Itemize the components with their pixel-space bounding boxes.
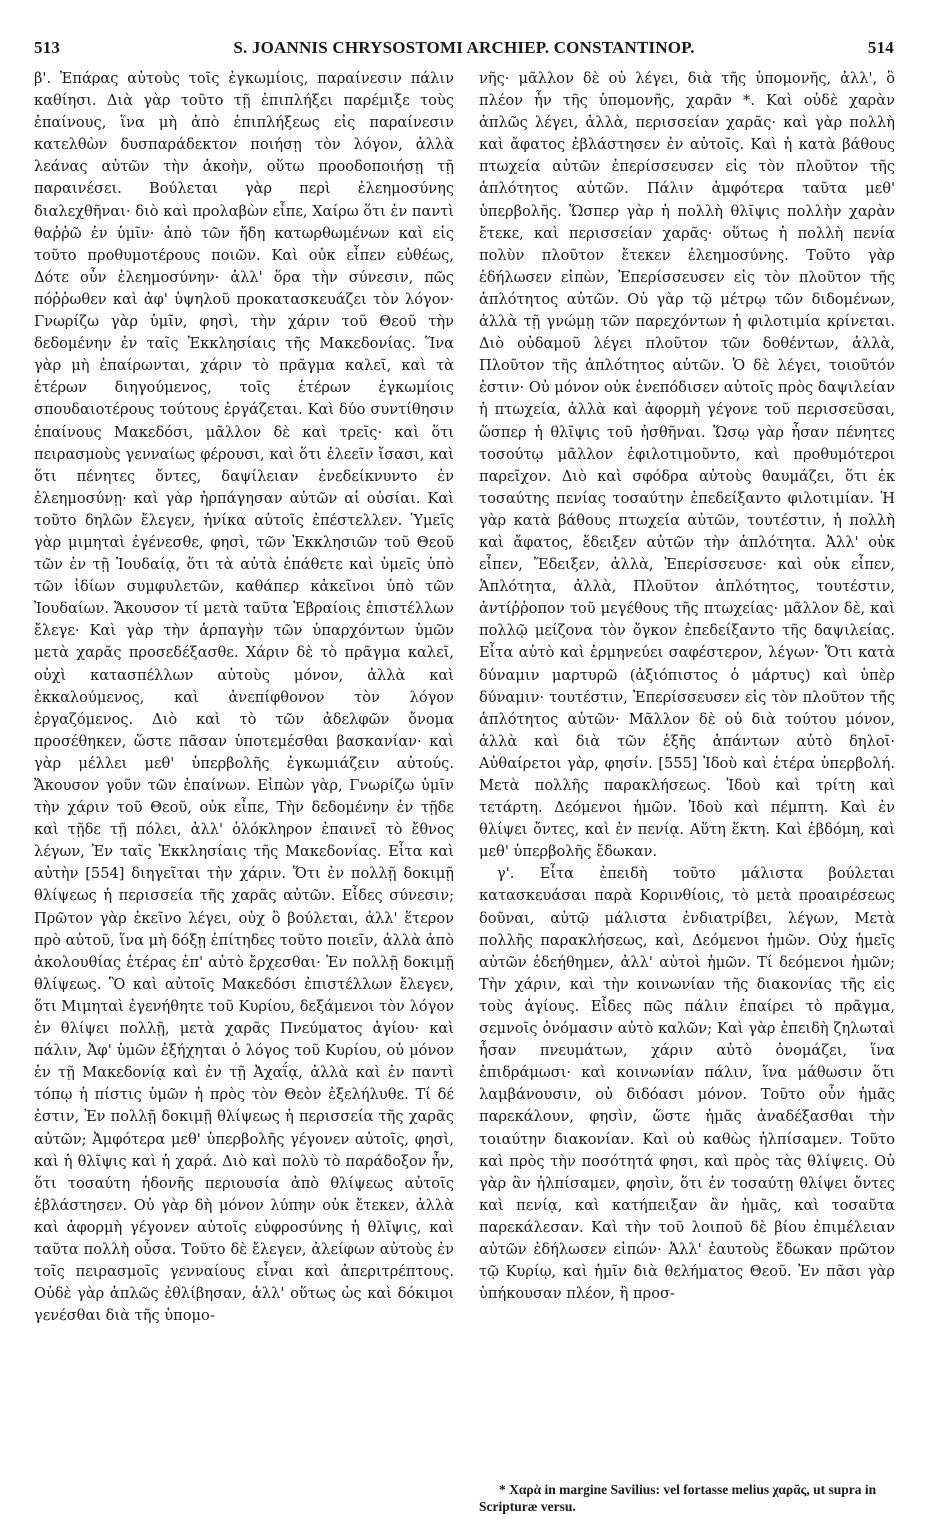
page-number-left: 513	[34, 38, 61, 57]
page-number-right: 514	[867, 38, 894, 57]
continued-paragraph: νῆς· μᾶλλον δὲ οὐ λέγει, διὰ τῆς ὑπομονῆς, ἀλλ', ὃ πλέον ἦν τῆς ὑπομονῆς, χαρᾶν *. Καὶ οὐδὲ χαρὰν ἁπλῶς λέγει, ἀλλὰ, περισσείαν χαρᾶς· καὶ γὰρ πολλὴ καὶ ἄφατος ἐβλάστησεν ἐν αὐτοῖς. Καὶ ἡ κατὰ βάθους πτωχεία αὐτῶν ἐπερίσσευσεν εἰς τὸν πλοῦτον τῆς ἁπλότητος αὐτῶν. Πάλιν ἀμφότερα ταῦτα μεθ' ὑπερβολῆς. Ὥσπερ γὰρ ἡ πολλὴ θλῖψις πολλὴν χαρὰν ἔτεκε, καὶ περισσείαν χαρᾶς· οὕτως ἡ πολλὴ πενία πολὺν πλοῦτον ἔτεκεν ἐλεημοσύνης. Τοῦτο γὰρ ἐδήλωσεν εἰπὼν, Ἐπερίσσευσεν εἰς τὸν πλοῦτον τῆς ἁπλότητος αὐτῶν. Οὐ γὰρ τῷ μέτρῳ τῶν διδομένων, ἀλλὰ τῇ γνώμῃ τῶν παρεχόντων ἡ φιλοτιμία κρίνεται. Διὸ οὐδαμοῦ λέγει πλοῦτον τῶν δοθέντων, ἀλλὰ, Πλοῦτον τῆς ἁπλότητος αὐτῶν. Ὁ δὲ λέγει, τοιοῦτόν ἐστιν· Οὐ μόνον οὐκ ἐνεπόδισεν αὐτοῖς πρὸς δαψιλείαν ἡ πτωχεία, ἀλλὰ καὶ ἀφορμὴ γέγονε τοῦ περισσεῦσαι, ὥσπερ ἡ θλῖψις τοῦ ἡσθῆναι. Ὥσῳ γὰρ ἦσαν πένητες τοσούτῳ μᾶλλον ἐφιλοτιμοῦντο, καὶ προθυμότεροι παρεῖχον. Διὸ καὶ σφόδρα αὐτοὺς θαυμάζει, ὅτι ἐκ τοσαύτης πενίας τοσαύτην ἐπεδείξαντο φιλοτιμίαν. Ἡ γὰρ κατὰ βάθους πτωχεία αὐτῶν, τουτέστιν, ἡ πολλὴ καὶ ἄφατος, ἔδειξεν αὐτῶν τὴν ἁπλότητα. Ἀλλ' οὐκ εἶπεν, Ἔδειξεν, ἀλλὰ, Ἐπερίσσευσε· καὶ οὐκ εἶπεν, Ἁπλότητα, ἀλλὰ, Πλοῦτον ἁπλότητος, τουτέστιν, ἀντίῤῥοπον τοῦ μεγέθους τῆς πτωχείας· μᾶλλον δὲ, καὶ πολλῷ μείζονα τὸν ὄγκον ἐπεδείξαντο τῆς δαψιλείας. Εἶτα αὐτὸ καὶ ἑρμηνεύει σαφέστερον, λέγων· Ὅτι κατὰ δύναμιν μαρτυρῶ (ἀξιόπιστος ὁ μάρτυς) καὶ ὑπὲρ δύναμιν· τουτέστιν, Ἐπερίσσευσεν εἰς τὸν πλοῦτον τῆς ἁπλότητος αὐτῶν· Μᾶλλον δὲ οὐ διὰ τούτου μόνον, ἀλλὰ καὶ διὰ τῶν ἑξῆς ἁπάντων αὐτὸ δηλοῖ· Αὐθαίρετοι γὰρ, φησίν. [555] Ἰδοὺ καὶ ἑτέρα ὑπερβολή. Μετὰ πολλῆς παρακλήσεως. Ἰδοὺ καὶ τρίτη καὶ τετάρτη. Δεόμενοι ἡμῶν. Ἰδοὺ καὶ πέμπτη. Καὶ ἐν θλίψει ὄντες, καὶ ἐν πενίᾳ. Αὕτη ἕκτη. Καὶ ἑβδόμη, καὶ μεθ' ὑπερβολῆς ἔδωκαν.	[479, 70, 895, 861]
section-3-paragraph: γ'. Εἶτα ἐπειδὴ τοῦτο μάλιστα βούλεται κατασκευάσαι παρὰ Κορινθίοις, τὸ μετὰ προαιρέσεως δοῦναι, αὐτῷ μάλιστα ἐνδιατρίβει, λέγων, Μετὰ πολλῆς παρακλήσεως, καὶ, Δεόμενοι ἡμῶν. Οὐχ ἡμεῖς αὐτῶν ἐδεήθημεν, ἀλλ' αὐτοὶ ἡμῶν. Τί δεόμενοι ἡμῶν; Τὴν χάριν, καὶ τὴν κοινωνίαν τῆς διακονίας τῆς εἰς τοὺς ἁγίους. Εἶδες πῶς πάλιν ἐπαίρει τὸ πρᾶγμα, σεμνοῖς ὀνόμασιν αὐτὸ καλῶν; Καὶ γὰρ ἐπειδὴ ζηλωταὶ ἦσαν πνευμάτων, χάριν αὐτὸ ὀνομάζει, ἵνα ἐπιδράμωσι· καὶ κοινωνίαν πάλιν, ἵνα μάθωσιν ὅτι λαμβάνουσιν, οὐ διδόασι μόνον. Τοῦτο οὖν ἡμᾶς παρεκάλουν, φησὶν, ὥστε ἡμᾶς ἀναδέξασθαι τὴν τοιαύτην διακονίαν. Καὶ οὐ καθὼς ἠλπίσαμεν. Τοῦτο καὶ πρὸς τὴν ποσότητά φησι, καὶ πρὸς τὰς θλίψεις. Οὐ γὰρ ἂν ἠλπίσαμεν, φησὶν, ὅτι ἐν τοσαύτῃ θλίψει ὄντες καὶ πενίᾳ, καὶ κατήπειξαν ἂν ἡμᾶς, καὶ τοσαῦτα παρεκάλεσαν. Καὶ τὴν τοῦ λοιποῦ δὲ βίου ἐπιμέλειαν αὐτῶν ἐδήλωσεν εἰπών· Ἀλλ' ἑαυτοὺς ἔδωκαν πρῶτον τῷ Κυρίῳ, καὶ ἡμῖν διὰ θελήματος Θεοῦ. Ἐν πᾶσι γὰρ ὑπήκουσαν πλέον, ἢ προσ-	[479, 865, 895, 1303]
footnote: * Χαρὰ in margine Savilius: vel fortasse melius χαρᾶς, ut supra in Scripturæ versu.	[479, 1482, 877, 1514]
right-column	[479, 68, 895, 1523]
left-column	[34, 68, 454, 1523]
running-title: S. JOANNIS CHRYSOSTOMI ARCHIEP. CONSTANTINOP.	[233, 38, 695, 57]
running-header	[34, 38, 894, 60]
section-2-paragraph: β'. Ἐπάρας αὐτοὺς τοῖς ἐγκωμίοις, παραίνεσιν πάλιν καθίησι. Διὰ γὰρ τοῦτο τῇ ἐπιπλήξει παρέμιξε τοὺς ἐπαίνους, ἵνα μὴ ἀπὸ ἐπιπλήξεως εἰς παραίνεσιν κατελθὼν δυσπαράδεκτον ποιήσῃ τὸν λόγον, ἀλλὰ λεάνας αὐτῶν τὴν ἀκοὴν, οὕτω προοδοποιήσῃ τῇ παραινέσει. Βούλεται γὰρ περὶ ἐλεημοσύνης διαλεχθῆναι· διὸ καὶ προλαβὼν εἶπε, Χαίρω ὅτι ἐν παντὶ θαῤῥῶ ἐν ὑμῖν· ἀπὸ τῶν ἤδη κατωρθωμένων καὶ εἰς τοῦτο προθυμοτέρους ποιῶν. Καὶ οὐκ εἶπεν εὐθέως, Δότε οὖν ἐλεημοσύνην· ἀλλ' ὅρα τὴν σύνεσιν, πῶς πόῤῥωθεν καὶ ἀφ' ὑψηλοῦ προκατασκευάζει τὸν λόγον· Γνωρίζω γὰρ ὑμῖν, φησὶ, τὴν χάριν τοῦ Θεοῦ τὴν δεδομένην ἐν ταῖς Ἐκκλησίαις τῆς Μακεδονίας. Ἵνα γὰρ μὴ ἐπαίρωνται, χάριν τὸ πρᾶγμα καλεῖ, καὶ τὰ ἑτέρων διηγούμενος, τοῖς ἑτέρων ἐγκωμίοις σπουδαιοτέρους τούτους ἐργάζεται. Καὶ δύο συντίθησιν ἐπαίνους Μακεδόσι, μᾶλλον δὲ καὶ τρεῖς· καὶ ὅτι πειρασμοὺς γενναίως φέρουσι, καὶ ὅτι ἐλεεῖν ἴσασι, καὶ ὅτι πένητες ὄντες, δαψίλειαν ἐνεδείκνυντο ἐν ἐλεημοσύνῃ· καὶ γὰρ ἡρπάγησαν αὐτῶν αἱ οὐσίαι. Καὶ τοῦτο δηλῶν ἔλεγεν, ἡνίκα αὐτοῖς ἐπέστελλεν. Ὑμεῖς γὰρ μιμηταὶ ἐγένεσθε, φησὶ, τῶν Ἐκκλησιῶν τοῦ Θεοῦ τῶν ἐν τῇ Ἰουδαίᾳ, ὅτι τὰ αὐτὰ ἐπάθετε καὶ ὑμεῖς ὑπὸ τῶν ἰδίων συμφυλετῶν, καθάπερ κἀκεῖνοι ὑπὸ τῶν Ἰουδαίων. Ἄκουσον τί μετὰ ταῦτα Ἑβραίοις ἐπιστέλλων ἔλεγε· Καὶ γὰρ τὴν ἁρπαγὴν τῶν ὑπαρχόντων ὑμῶν μετὰ χαρᾶς προσεδέξασθε. Χάριν δὲ τὸ πρᾶγμα καλεῖ, οὐχὶ κατασπέλλων αὐτοὺς μόνον, ἀλλὰ καὶ ἐκκαλούμενος, καὶ ἀνεπίφθονον τὸν λόγον ἐργαζόμενος. Διὸ καὶ τὸ τῶν ἀδελφῶν ὄνομα προσέθηκεν, ὥστε πᾶσαν ὑποτεμέσθαι βασκανίαν· καὶ γὰρ μέλλει μεθ' ὑπερβολῆς ἐγκωμιάζειν αὐτούς. Ἄκουσον γοῦν τῶν ἐπαίνων. Εἰπὼν γὰρ, Γνωρίζω ὑμῖν τὴν χάριν τοῦ Θεοῦ, οὐκ εἶπε, Τὴν δεδομένην ἐν τῇδε καὶ τῇδε τῇ πόλει, ἀλλ' ὁλόκληρον ἐπαινεῖ τὸ ἔθνος λέγων, Ἐν ταῖς Ἐκκλησίαις τῆς Μακεδονίας. Εἶτα καὶ αὐτὴν [554] διηγεῖται τὴν χάριν. Ὅτι ἐν πολλῇ δοκιμῇ θλίψεως ἡ περισσεία τῆς χαρᾶς αὐτῶν. Εἶδες σύνεσιν; Πρῶτον γὰρ ἐκεῖνο λέγει, οὐχ ὃ βούλεται, ἀλλ' ἕτερον πρὸ αὐτοῦ, ἵνα μὴ δόξῃ ἐπίτηδες τοῦτο ποιεῖν, ἀλλὰ ἀπὸ ἀκολουθίας ἑτέρας ἐπ' αὐτὸ ἔρχεσθαι· Ἐν πολλῇ δοκιμῇ θλίψεως. Ὃ καὶ αὐτοῖς Μακεδόσι ἐπιστέλλων ἔλεγεν, ὅτι Μιμηταὶ ἐγενήθητε τοῦ Κυρίου, δεξάμενοι τὸν λόγον ἐν θλίψει πολλῇ, μετὰ χαρᾶς Πνεύματος ἁγίου· καὶ πάλιν, Ἀφ' ὑμῶν ἐξήχηται ὁ λόγος τοῦ Κυρίου, οὐ μόνον ἐν τῇ Μακεδονίᾳ καὶ ἐν τῇ Ἀχαΐᾳ, ἀλλὰ καὶ ἐν παντὶ τόπῳ ἡ πίστις ὑμῶν ἡ πρὸς τὸν Θεὸν ἐξελήλυθε. Τί δέ ἐστιν, Ἐν πολλῇ δοκιμῇ θλίψεως ἡ περισσεία τῆς χαρᾶς αὐτῶν; Ἀμφότερα μεθ' ὑπερβολῆς γέγονεν αὐτοῖς, φησὶ, καὶ ἡ θλῖψις καὶ ἡ χαρά. Διὸ καὶ πολὺ τὸ παράδοξον ἦν, ὅτι τοσαύτη ἡδονῆς περιουσία ἀπὸ θλίψεως αὐτοῖς ἐβλάστησεν. Οὐ γὰρ δὴ μόνον λύπην οὐκ ἔτεκεν, ἀλλὰ καὶ ἀφορμὴ γέγονεν αὐτοῖς εὐφροσύνης ἡ θλῖψις, καὶ ταῦτα πολλὴ οὖσα. Τοῦτο δὲ ἔλεγεν, ἀλείφων αὐτοὺς ἐν τοῖς πειρασμοῖς γενναίους εἶναι καὶ ἀπεριτρέπτους. Οὐδὲ γὰρ ἁπλῶς ἐθλίβησαν, ἀλλ' οὕτως ὡς καὶ δόκιμοι γενέσθαι διὰ τῆς ὑπομο-	[34, 70, 454, 1325]
